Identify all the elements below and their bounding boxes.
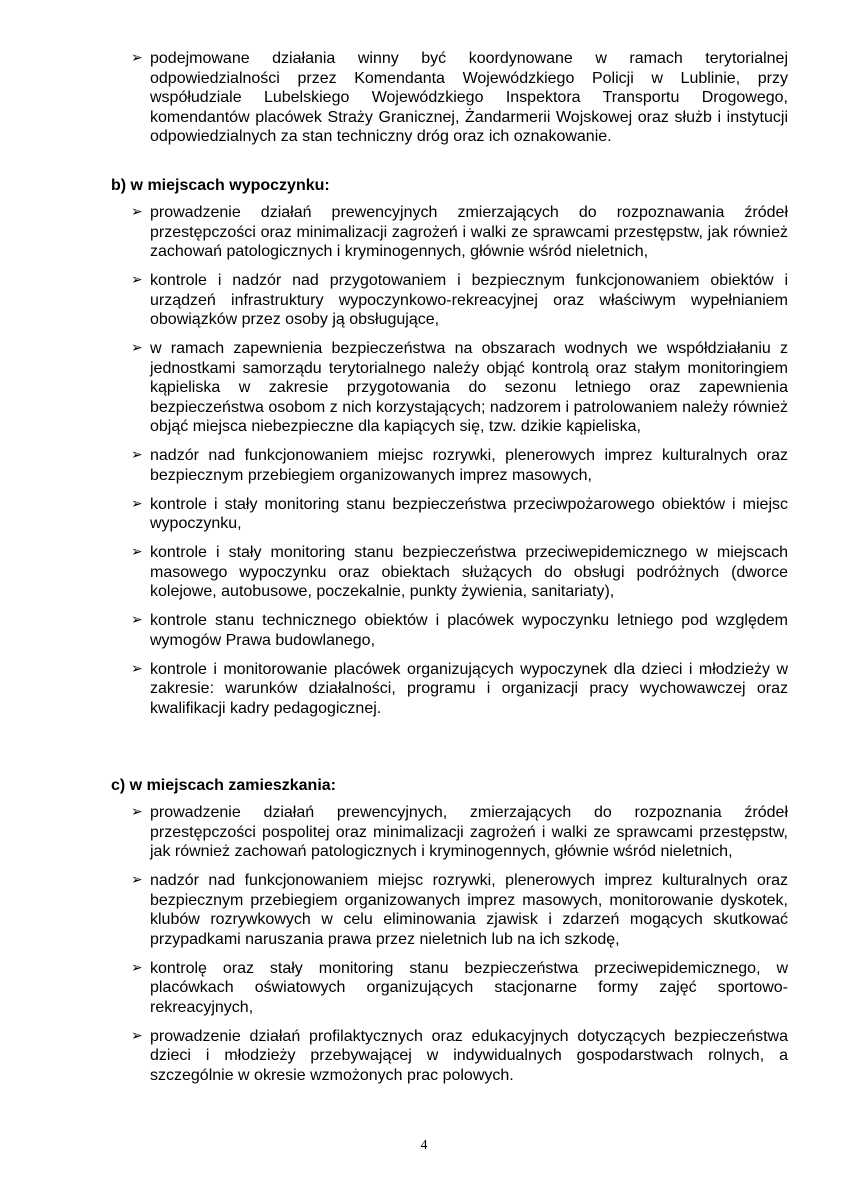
arrow-bullet-icon: ➢ xyxy=(131,272,143,288)
section-heading-b: b) w miejscach wypoczynku: xyxy=(111,177,330,194)
list-item: ➢ kontrole i nadzór nad przygotowaniem i bezpiecznym funkcjonowaniem obiektów i urządzeń infrastruktury wypoczynkowo-rekreacyjnej oraz właściwym wypełnianiem obowiązków przez osoby ją obsługujące, xyxy=(131,272,788,328)
list-item: ➢ kontrole i stały monitoring stanu bezpieczeństwa przeciwepidemicznego w miejscach masowego wypoczynku oraz obiektach służących do obsługi podróżnych (dworce kolejowe, autobusowe, poczekalnie, punkty żywienia, sanitariaty), xyxy=(131,544,788,600)
list-item: ➢ kontrolę oraz stały monitoring stanu bezpieczeństwa przeciwepidemicznego, w placówkach oświatowych organizujących stacjonarne formy zajęć sportowo-rekreacyjnych, xyxy=(131,959,788,1016)
list-item: ➢ nadzór nad funkcjonowaniem miejsc rozrywki, plenerowych imprez kulturalnych oraz bezpiecznym przebiegiem organizowanych imprez masowych, xyxy=(131,447,788,484)
arrow-bullet-icon: ➢ xyxy=(131,804,143,820)
list-item: ➢ prowadzenie działań prewencyjnych zmierzających do rozpoznawania źródeł przestępczości oraz minimalizacji zagrożeń i walki ze sprawcami przestępstw, jak również zachowań patologicznych i kryminogennych, głównie wśród nieletnich, xyxy=(131,204,788,260)
list-item: ➢ prowadzenie działań prewencyjnych, zmierzających do rozpoznania źródeł przestępczości pospolitej oraz minimalizacji zagrożeń i walki ze sprawcami przestępstw, jak również zachowań patologicznych i kryminogennych, głównie wśród nieletnich, xyxy=(131,804,788,860)
list-item: ➢ kontrole i stały monitoring stanu bezpieczeństwa przeciwpożarowego obiektów i miejsc wypoczynku, xyxy=(131,495,788,532)
list-item: ➢ prowadzenie działań profilaktycznych oraz edukacyjnych dotyczących bezpieczeństwa dzieci i młodzieży przebywającej w indywidualnych gospodarstwach rolnych, a szczególnie w okresie wzmożonych prac polowych. xyxy=(131,1027,788,1084)
arrow-bullet-icon: ➢ xyxy=(131,340,143,356)
arrow-bullet-icon: ➢ xyxy=(131,872,143,888)
list-item: ➢ kontrole stanu technicznego obiektów i placówek wypoczynku letniego pod względem wymogów Prawa budowlanego, xyxy=(131,612,788,649)
arrow-bullet-icon: ➢ xyxy=(131,447,143,463)
arrow-bullet-icon: ➢ xyxy=(131,1027,143,1044)
arrow-bullet-icon: ➢ xyxy=(131,612,143,628)
arrow-bullet-icon: ➢ xyxy=(131,660,143,677)
arrow-bullet-icon: ➢ xyxy=(131,495,143,512)
section-c-list xyxy=(0,803,848,1085)
section-heading-c: c) w miejscach zamieszkania: xyxy=(111,777,336,794)
arrow-bullet-icon: ➢ xyxy=(131,204,143,220)
section-b-list xyxy=(0,203,848,718)
arrow-bullet-icon: ➢ xyxy=(131,959,143,976)
arrow-bullet-icon: ➢ xyxy=(131,544,143,560)
arrow-bullet-icon: ➢ xyxy=(131,50,143,66)
list-item: ➢ w ramach zapewnienia bezpieczeństwa na obszarach wodnych we współdziałaniu z jednostkami samorządu terytorialnego należy objąć kontrolą oraz stałym monitoringiem kąpieliska w zakresie przygotowania do sezonu letniego oraz zapewnienia bezpieczeństwa osobom z nich korzystających; nadzorem i patrolowaniem należy również objąć miejsca niebezpieczne dla kapiących się, tzw. dzikie kąpieliska, xyxy=(131,340,788,435)
page-number: 4 xyxy=(420,1138,428,1153)
section-a-continuation xyxy=(0,49,848,147)
list-item: ➢ nadzór nad funkcjonowaniem miejsc rozrywki, plenerowych imprez kulturalnych oraz bezpiecznym przebiegiem organizowanych imprez masowych, monitorowanie dyskotek, klubów rozrywkowych w celu eliminowania zjawisk i zdarzeń mogących skutkować przypadkami naruszania prawa przez nieletnich lub na ich szkodę, xyxy=(131,872,788,948)
list-item: ➢ kontrole i monitorowanie placówek organizujących wypoczynek dla dzieci i młodzieży w zakresie: warunków działalności, programu i organizacji pracy wychowawczej oraz kwalifikacji kadry pedagogicznej. xyxy=(131,660,788,717)
list-item: ➢ podejmowane działania winny być koordynowane w ramach terytorialnej odpowiedzialności przez Komendanta Wojewódzkiego Policji w Lublinie, przy współudziale Lubelskiego Wojewódzkiego Inspektora Transportu Drogowego, komendantów placówek Straży Granicznej, Żandarmerii Wojskowej oraz służb i instytucji odpowiedzialnych za stan techniczny dróg oraz ich oznakowanie. xyxy=(131,50,788,145)
